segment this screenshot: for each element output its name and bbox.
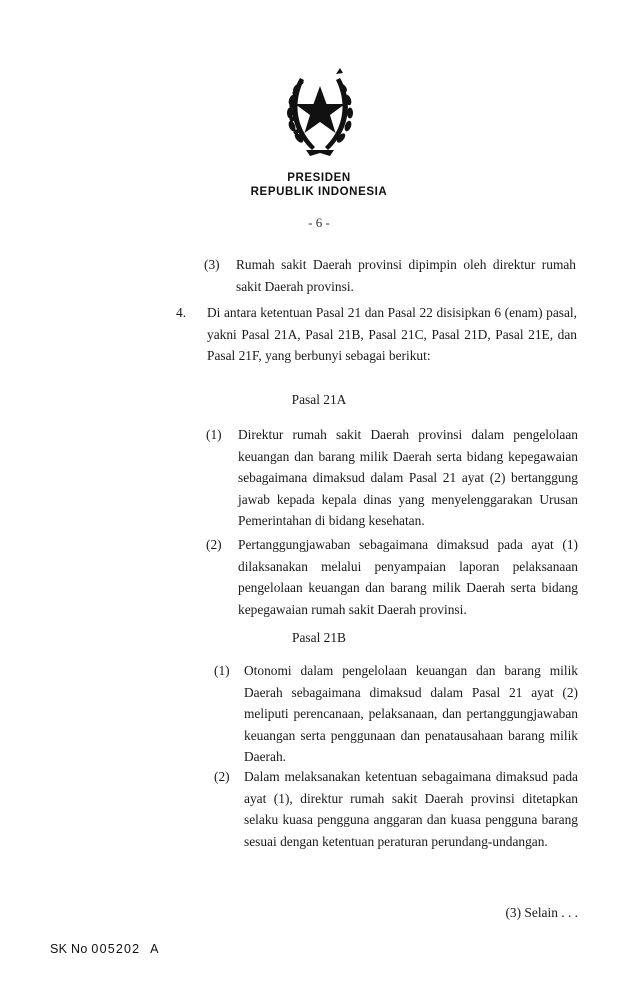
pasal-21b-item-2-number: (2) <box>214 769 230 784</box>
point-4-text: Di antara ketentuan Pasal 21 dan Pasal 22 disisipkan 6 (enam) pasal, yakni Pasal 21A, Pasal 21B, Pasal 21C, Pasal 21D, Pasal 21E, dan Pasal 21F, yang berbunyi sebagai berikut: <box>207 305 577 363</box>
item-3-number: (3) <box>204 257 220 272</box>
sk-number: 005202 <box>91 942 141 956</box>
continuation-note: (3) Selain . . . <box>505 905 578 920</box>
pasal-21b-item-1-text: Otonomi dalam pengelolaan keuangan dan barang milik Daerah sebagaimana dimaksud dalam Pasal 21 ayat (2) meliputi perencanaan, pelaksanaan, dan pertanggungjawaban keuangan serta penggunaan dan penatausahaan barang milik Daerah. <box>244 663 578 764</box>
document-serial-number <box>50 942 159 956</box>
sk-label: SK No <box>50 942 88 956</box>
pasal-21b-item-2-text: Dalam melaksanakan ketentuan sebagaimana dimaksud pada ayat (1), direktur rumah sakit Daerah provinsi ditetapkan selaku kuasa pengguna anggaran dan kuasa pengguna barang sesuai dengan ketentuan peraturan perundang-undangan. <box>244 769 578 849</box>
page-number: - 6 - <box>308 215 330 230</box>
pasal-21a-item-1-number: (1) <box>206 427 222 442</box>
point-4-number: 4. <box>176 305 187 320</box>
header-president: PRESIDEN <box>287 172 351 184</box>
item-3-text: Rumah sakit Daerah provinsi dipimpin oleh direktur rumah sakit Daerah provinsi. <box>236 257 576 294</box>
pasal-21a-title: Pasal 21A <box>291 392 347 407</box>
header-republic: REPUBLIK INDONESIA <box>250 186 388 198</box>
pasal-21a-item-2-number: (2) <box>206 537 222 552</box>
pasal-21b-item-1-number: (1) <box>214 663 230 678</box>
garuda-emblem-icon <box>270 58 370 168</box>
pasal-21a-item-1-text: Direktur rumah sakit Daerah provinsi dalam pengelolaan keuangan dan barang milik Daerah serta bidang kepegawaian sebagaimana dimaksud dalam Pasal 21 ayat (2) bertanggung jawab kepada kepala dinas yang menyelenggarakan Urusan Pemerintahan di bidang kesehatan. <box>238 427 578 528</box>
pasal-21b-title: Pasal 21B <box>292 630 346 645</box>
pasal-21a-item-2-text: Pertanggungjawaban sebagaimana dimaksud pada ayat (1) dilaksanakan melalui penyampaian laporan pelaksanaan pengelolaan keuangan dan barang milik Daerah serta bidang kepegawaian rumah sakit Daerah provinsi. <box>238 537 578 617</box>
sk-suffix: A <box>150 942 159 956</box>
